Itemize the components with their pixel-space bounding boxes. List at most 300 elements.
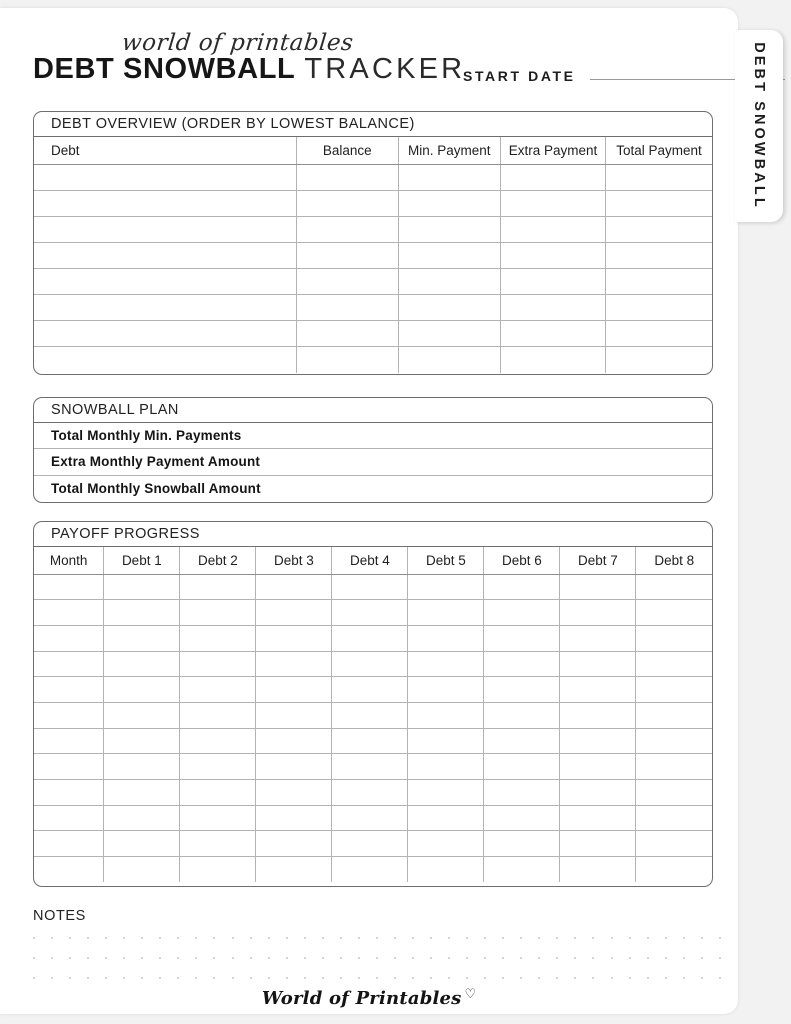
payoff-cell-debt-4[interactable] xyxy=(332,728,408,754)
payoff-cell-debt-1[interactable] xyxy=(104,702,180,728)
payoff-cell-debt-7[interactable] xyxy=(560,677,636,703)
notes-dot xyxy=(484,937,486,939)
col-header-extra-payment: Extra Payment xyxy=(500,137,605,164)
payoff-cell-debt-7[interactable] xyxy=(560,754,636,780)
debt-overview-cell-debt[interactable] xyxy=(34,268,296,294)
payoff-cell-debt-2[interactable] xyxy=(180,831,256,857)
notes-dot xyxy=(466,977,468,979)
notes-dot xyxy=(430,937,432,939)
payoff-cell-debt-6[interactable] xyxy=(484,857,560,883)
payoff-cell-debt-8[interactable] xyxy=(636,728,712,754)
notes-dot xyxy=(376,957,378,959)
payoff-cell-debt-6[interactable] xyxy=(484,780,560,806)
table-row xyxy=(34,702,712,728)
notes-section xyxy=(33,908,721,979)
debt-overview-cell-balance[interactable] xyxy=(296,321,398,347)
debt-overview-cell-total-payment[interactable] xyxy=(606,268,712,294)
table-row xyxy=(34,294,712,320)
notes-dot xyxy=(213,937,215,939)
notes-dot xyxy=(105,937,107,939)
payoff-cell-debt-7[interactable] xyxy=(560,600,636,626)
notes-dot xyxy=(466,957,468,959)
payoff-cell-debt-8[interactable] xyxy=(636,625,712,651)
notes-dot xyxy=(141,957,143,959)
brand-script-text: world of printables xyxy=(120,30,355,56)
payoff-cell-debt-8[interactable] xyxy=(636,857,712,883)
debt-overview-cell-extra-payment[interactable] xyxy=(500,321,605,347)
payoff-cell-debt-5[interactable] xyxy=(408,805,484,831)
payoff-cell-debt-3[interactable] xyxy=(256,651,332,677)
notes-dot xyxy=(123,977,125,979)
notes-dot xyxy=(51,957,53,959)
table-row xyxy=(34,600,712,626)
payoff-cell-debt-2[interactable] xyxy=(180,805,256,831)
debt-overview-cell-extra-payment[interactable] xyxy=(500,216,605,242)
debt-overview-cell-balance[interactable] xyxy=(296,294,398,320)
payoff-cell-debt-4[interactable] xyxy=(332,754,408,780)
payoff-cell-debt-1[interactable] xyxy=(104,831,180,857)
debt-overview-cell-min-payment[interactable] xyxy=(398,294,500,320)
payoff-cell-month[interactable] xyxy=(34,805,104,831)
notes-dot xyxy=(629,977,631,979)
notes-dot-row[interactable] xyxy=(33,937,721,939)
debt-overview-cell-extra-payment[interactable] xyxy=(500,190,605,216)
notes-dot xyxy=(159,977,161,979)
payoff-cell-debt-4[interactable] xyxy=(332,677,408,703)
notes-dot xyxy=(647,977,649,979)
payoff-cell-debt-5[interactable] xyxy=(408,600,484,626)
notes-dot xyxy=(268,937,270,939)
notes-dot xyxy=(538,977,540,979)
notes-dot xyxy=(376,977,378,979)
table-header-row xyxy=(34,547,712,574)
payoff-cell-debt-6[interactable] xyxy=(484,728,560,754)
payoff-cell-debt-5[interactable] xyxy=(408,831,484,857)
debt-overview-cell-total-payment[interactable] xyxy=(606,294,712,320)
debt-overview-cell-balance[interactable] xyxy=(296,164,398,190)
debt-overview-cell-balance[interactable] xyxy=(296,190,398,216)
notes-title: NOTES xyxy=(33,908,86,924)
debt-overview-head xyxy=(34,137,712,164)
payoff-cell-debt-2[interactable] xyxy=(180,625,256,651)
payoff-cell-month[interactable] xyxy=(34,702,104,728)
debt-overview-cell-min-payment[interactable] xyxy=(398,190,500,216)
plan-row-label: Total Monthly Snowball Amount xyxy=(51,481,261,497)
notes-dot xyxy=(304,937,306,939)
payoff-cell-debt-4[interactable] xyxy=(332,831,408,857)
notes-dot xyxy=(213,977,215,979)
notes-dot xyxy=(719,957,721,959)
payoff-cell-debt-6[interactable] xyxy=(484,600,560,626)
debt-overview-cell-total-payment[interactable] xyxy=(606,321,712,347)
notes-dot xyxy=(430,977,432,979)
notes-dot xyxy=(33,977,35,979)
payoff-cell-debt-6[interactable] xyxy=(484,625,560,651)
payoff-cell-debt-1[interactable] xyxy=(104,625,180,651)
payoff-cell-debt-6[interactable] xyxy=(484,677,560,703)
payoff-cell-debt-6[interactable] xyxy=(484,574,560,600)
payoff-cell-debt-8[interactable] xyxy=(636,574,712,600)
notes-dot xyxy=(394,957,396,959)
plan-row-total-snowball-amount[interactable] xyxy=(34,476,712,502)
payoff-cell-month[interactable] xyxy=(34,728,104,754)
debt-overview-title: DEBT OVERVIEW (ORDER BY LOWEST BALANCE) xyxy=(34,112,712,137)
payoff-cell-debt-2[interactable] xyxy=(180,702,256,728)
payoff-cell-debt-1[interactable] xyxy=(104,651,180,677)
payoff-cell-debt-4[interactable] xyxy=(332,574,408,600)
payoff-cell-debt-7[interactable] xyxy=(560,625,636,651)
col-header-debt-6: Debt 6 xyxy=(484,547,560,574)
payoff-cell-month[interactable] xyxy=(34,780,104,806)
col-header-debt-7: Debt 7 xyxy=(560,547,636,574)
col-header-debt-4: Debt 4 xyxy=(332,547,408,574)
payoff-cell-debt-1[interactable] xyxy=(104,754,180,780)
debt-overview-cell-extra-payment[interactable] xyxy=(500,242,605,268)
notes-dot xyxy=(141,977,143,979)
payoff-cell-debt-3[interactable] xyxy=(256,857,332,883)
notes-dot xyxy=(340,957,342,959)
payoff-cell-debt-3[interactable] xyxy=(256,780,332,806)
start-date-label: START DATE xyxy=(463,68,576,84)
payoff-cell-month[interactable] xyxy=(34,574,104,600)
payoff-cell-debt-8[interactable] xyxy=(636,805,712,831)
payoff-cell-debt-6[interactable] xyxy=(484,651,560,677)
notes-dot xyxy=(33,937,35,939)
notes-dot xyxy=(502,957,504,959)
notes-dot xyxy=(538,937,540,939)
payoff-cell-debt-3[interactable] xyxy=(256,600,332,626)
payoff-cell-debt-7[interactable] xyxy=(560,702,636,728)
notes-dot xyxy=(719,937,721,939)
notes-dot xyxy=(268,957,270,959)
col-header-debt-1: Debt 1 xyxy=(104,547,180,574)
debt-overview-cell-extra-payment[interactable] xyxy=(500,347,605,373)
debt-overview-cell-total-payment[interactable] xyxy=(606,190,712,216)
payoff-cell-debt-4[interactable] xyxy=(332,625,408,651)
notes-dot xyxy=(484,977,486,979)
payoff-cell-debt-5[interactable] xyxy=(408,651,484,677)
payoff-cell-debt-4[interactable] xyxy=(332,600,408,626)
payoff-cell-debt-8[interactable] xyxy=(636,677,712,703)
debt-overview-panel xyxy=(33,111,713,375)
plan-row-total-min-payments[interactable] xyxy=(34,423,712,449)
page-title xyxy=(33,55,465,84)
debt-overview-cell-balance[interactable] xyxy=(296,242,398,268)
notes-dot xyxy=(466,937,468,939)
notes-dot xyxy=(340,937,342,939)
notes-dot xyxy=(574,977,576,979)
notes-dot xyxy=(556,937,558,939)
table-row xyxy=(34,190,712,216)
payoff-cell-debt-3[interactable] xyxy=(256,625,332,651)
debt-overview-cell-debt[interactable] xyxy=(34,242,296,268)
payoff-cell-debt-3[interactable] xyxy=(256,574,332,600)
payoff-cell-debt-6[interactable] xyxy=(484,754,560,780)
notes-dot xyxy=(304,977,306,979)
payoff-cell-debt-4[interactable] xyxy=(332,651,408,677)
notes-dot xyxy=(592,937,594,939)
plan-row-label: Total Monthly Min. Payments xyxy=(51,428,242,444)
notes-dot xyxy=(250,957,252,959)
notes-dot xyxy=(394,977,396,979)
col-header-debt-5: Debt 5 xyxy=(408,547,484,574)
notes-dot xyxy=(574,957,576,959)
col-header-debt: Debt xyxy=(34,137,296,164)
notes-dot xyxy=(719,977,721,979)
notes-dot xyxy=(647,937,649,939)
notes-dot xyxy=(177,977,179,979)
side-tab[interactable] xyxy=(735,30,783,222)
payoff-cell-debt-7[interactable] xyxy=(560,831,636,857)
payoff-cell-debt-2[interactable] xyxy=(180,651,256,677)
payoff-cell-month[interactable] xyxy=(34,857,104,883)
notes-dot xyxy=(412,937,414,939)
notes-dot xyxy=(87,937,89,939)
payoff-cell-debt-7[interactable] xyxy=(560,651,636,677)
notes-dot xyxy=(448,957,450,959)
plan-row-label: Extra Monthly Payment Amount xyxy=(51,454,261,470)
notes-dot xyxy=(358,937,360,939)
payoff-cell-month[interactable] xyxy=(34,754,104,780)
payoff-cell-debt-5[interactable] xyxy=(408,677,484,703)
notes-dot xyxy=(665,957,667,959)
payoff-cell-debt-5[interactable] xyxy=(408,625,484,651)
notes-dot xyxy=(448,977,450,979)
notes-dot xyxy=(394,937,396,939)
debt-overview-body xyxy=(34,164,712,373)
notes-dot xyxy=(123,937,125,939)
debt-overview-cell-balance[interactable] xyxy=(296,216,398,242)
footer-signature: World of Printables xyxy=(261,988,462,1009)
notes-dot xyxy=(592,977,594,979)
notes-dot xyxy=(195,937,197,939)
notes-dot xyxy=(69,937,71,939)
debt-overview-cell-min-payment[interactable] xyxy=(398,164,500,190)
payoff-cell-debt-4[interactable] xyxy=(332,702,408,728)
notes-dot xyxy=(159,937,161,939)
col-header-balance: Balance xyxy=(296,137,398,164)
payoff-cell-debt-5[interactable] xyxy=(408,754,484,780)
payoff-cell-debt-1[interactable] xyxy=(104,677,180,703)
page-title-light: TRACKER xyxy=(304,53,466,85)
payoff-cell-debt-1[interactable] xyxy=(104,805,180,831)
notes-dot xyxy=(556,957,558,959)
payoff-cell-debt-3[interactable] xyxy=(256,805,332,831)
notes-dot xyxy=(701,977,703,979)
notes-dot xyxy=(665,937,667,939)
payoff-cell-debt-7[interactable] xyxy=(560,857,636,883)
notes-dot xyxy=(195,957,197,959)
payoff-cell-debt-8[interactable] xyxy=(636,780,712,806)
notes-dot xyxy=(611,957,613,959)
payoff-cell-debt-1[interactable] xyxy=(104,600,180,626)
payoff-cell-month[interactable] xyxy=(34,625,104,651)
notes-dot-row[interactable] xyxy=(33,957,721,959)
col-header-debt-2: Debt 2 xyxy=(180,547,256,574)
payoff-cell-debt-4[interactable] xyxy=(332,805,408,831)
notes-dot xyxy=(502,977,504,979)
payoff-cell-debt-7[interactable] xyxy=(560,574,636,600)
table-row xyxy=(34,805,712,831)
debt-overview-cell-debt[interactable] xyxy=(34,164,296,190)
debt-overview-cell-debt[interactable] xyxy=(34,294,296,320)
payoff-cell-debt-8[interactable] xyxy=(636,600,712,626)
notes-dot xyxy=(87,977,89,979)
payoff-cell-debt-6[interactable] xyxy=(484,805,560,831)
payoff-cell-debt-5[interactable] xyxy=(408,857,484,883)
payoff-cell-debt-1[interactable] xyxy=(104,574,180,600)
debt-overview-cell-extra-payment[interactable] xyxy=(500,294,605,320)
notes-dot xyxy=(69,977,71,979)
notes-dot xyxy=(647,957,649,959)
debt-overview-cell-total-payment[interactable] xyxy=(606,242,712,268)
payoff-cell-debt-3[interactable] xyxy=(256,677,332,703)
payoff-cell-debt-2[interactable] xyxy=(180,600,256,626)
side-tab-label: DEBT SNOWBALL xyxy=(751,42,767,210)
notes-dot xyxy=(412,977,414,979)
table-row xyxy=(34,242,712,268)
notes-dot xyxy=(195,977,197,979)
payoff-cell-debt-4[interactable] xyxy=(332,780,408,806)
notes-dot xyxy=(69,957,71,959)
notes-dot xyxy=(105,977,107,979)
payoff-cell-month[interactable] xyxy=(34,677,104,703)
table-row xyxy=(34,321,712,347)
payoff-cell-debt-2[interactable] xyxy=(180,857,256,883)
table-row xyxy=(34,677,712,703)
debt-overview-cell-min-payment[interactable] xyxy=(398,268,500,294)
notes-dot xyxy=(232,937,234,939)
plan-row-extra-monthly-payment[interactable] xyxy=(34,449,712,475)
payoff-cell-debt-2[interactable] xyxy=(180,754,256,780)
payoff-cell-debt-2[interactable] xyxy=(180,574,256,600)
payoff-cell-debt-5[interactable] xyxy=(408,574,484,600)
notes-dot xyxy=(574,937,576,939)
payoff-cell-debt-1[interactable] xyxy=(104,780,180,806)
snowball-plan-panel xyxy=(33,397,713,503)
payoff-cell-debt-5[interactable] xyxy=(408,780,484,806)
table-row xyxy=(34,857,712,883)
payoff-cell-debt-7[interactable] xyxy=(560,805,636,831)
debt-overview-cell-debt[interactable] xyxy=(34,347,296,373)
notes-dot xyxy=(286,957,288,959)
notes-dot-grid[interactable] xyxy=(33,937,721,979)
debt-overview-cell-debt[interactable] xyxy=(34,216,296,242)
payoff-cell-debt-3[interactable] xyxy=(256,702,332,728)
payoff-cell-debt-5[interactable] xyxy=(408,702,484,728)
page-header xyxy=(0,8,738,104)
payoff-progress-panel xyxy=(33,521,713,887)
notes-dot xyxy=(141,937,143,939)
payoff-cell-debt-2[interactable] xyxy=(180,728,256,754)
payoff-cell-debt-8[interactable] xyxy=(636,754,712,780)
page-title-strong: DEBT SNOWBALL xyxy=(33,53,296,85)
notes-dot xyxy=(87,957,89,959)
payoff-progress-body xyxy=(34,574,712,882)
table-row xyxy=(34,347,712,373)
table-row xyxy=(34,216,712,242)
notes-dot xyxy=(556,977,558,979)
table-row xyxy=(34,831,712,857)
payoff-cell-debt-6[interactable] xyxy=(484,831,560,857)
printable-page xyxy=(0,8,738,1014)
col-header-total-payment: Total Payment xyxy=(606,137,712,164)
debt-overview-cell-total-payment[interactable] xyxy=(606,216,712,242)
payoff-cell-debt-8[interactable] xyxy=(636,702,712,728)
debt-overview-cell-total-payment[interactable] xyxy=(606,164,712,190)
notes-dot xyxy=(629,937,631,939)
payoff-cell-month[interactable] xyxy=(34,831,104,857)
notes-dot xyxy=(286,937,288,939)
payoff-cell-debt-1[interactable] xyxy=(104,728,180,754)
payoff-cell-debt-3[interactable] xyxy=(256,728,332,754)
notes-dot xyxy=(376,937,378,939)
payoff-cell-debt-8[interactable] xyxy=(636,651,712,677)
payoff-cell-debt-6[interactable] xyxy=(484,702,560,728)
debt-overview-cell-balance[interactable] xyxy=(296,347,398,373)
notes-dot xyxy=(322,937,324,939)
notes-dot xyxy=(592,957,594,959)
payoff-cell-debt-7[interactable] xyxy=(560,780,636,806)
notes-dot xyxy=(159,957,161,959)
notes-dot xyxy=(340,977,342,979)
notes-dot xyxy=(430,957,432,959)
notes-dot xyxy=(538,957,540,959)
payoff-cell-debt-4[interactable] xyxy=(332,857,408,883)
payoff-cell-month[interactable] xyxy=(34,600,104,626)
notes-dot xyxy=(412,957,414,959)
notes-dot xyxy=(358,977,360,979)
debt-overview-cell-min-payment[interactable] xyxy=(398,347,500,373)
payoff-cell-month[interactable] xyxy=(34,651,104,677)
payoff-cell-debt-7[interactable] xyxy=(560,728,636,754)
notes-dot xyxy=(232,977,234,979)
payoff-cell-debt-3[interactable] xyxy=(256,754,332,780)
col-header-debt-8: Debt 8 xyxy=(636,547,712,574)
payoff-cell-debt-1[interactable] xyxy=(104,857,180,883)
payoff-cell-debt-3[interactable] xyxy=(256,831,332,857)
notes-dot xyxy=(611,977,613,979)
notes-dot xyxy=(448,937,450,939)
table-row xyxy=(34,754,712,780)
notes-dot xyxy=(520,937,522,939)
debt-overview-cell-extra-payment[interactable] xyxy=(500,268,605,294)
notes-dot xyxy=(268,977,270,979)
debt-overview-cell-min-payment[interactable] xyxy=(398,321,500,347)
debt-overview-cell-min-payment[interactable] xyxy=(398,216,500,242)
payoff-progress-head xyxy=(34,547,712,574)
payoff-cell-debt-5[interactable] xyxy=(408,728,484,754)
payoff-cell-debt-2[interactable] xyxy=(180,677,256,703)
debt-overview-cell-min-payment[interactable] xyxy=(398,242,500,268)
notes-dot-row[interactable] xyxy=(33,977,721,979)
debt-overview-cell-extra-payment[interactable] xyxy=(500,164,605,190)
debt-overview-cell-debt[interactable] xyxy=(34,190,296,216)
notes-dot xyxy=(683,957,685,959)
debt-overview-cell-debt[interactable] xyxy=(34,321,296,347)
debt-overview-cell-balance[interactable] xyxy=(296,268,398,294)
table-row xyxy=(34,574,712,600)
notes-dot xyxy=(213,957,215,959)
debt-overview-cell-total-payment[interactable] xyxy=(606,347,712,373)
notes-dot xyxy=(51,977,53,979)
notes-dot xyxy=(701,937,703,939)
payoff-cell-debt-2[interactable] xyxy=(180,780,256,806)
notes-dot xyxy=(304,957,306,959)
payoff-cell-debt-8[interactable] xyxy=(636,831,712,857)
notes-dot xyxy=(105,957,107,959)
page-footer xyxy=(0,986,738,1009)
